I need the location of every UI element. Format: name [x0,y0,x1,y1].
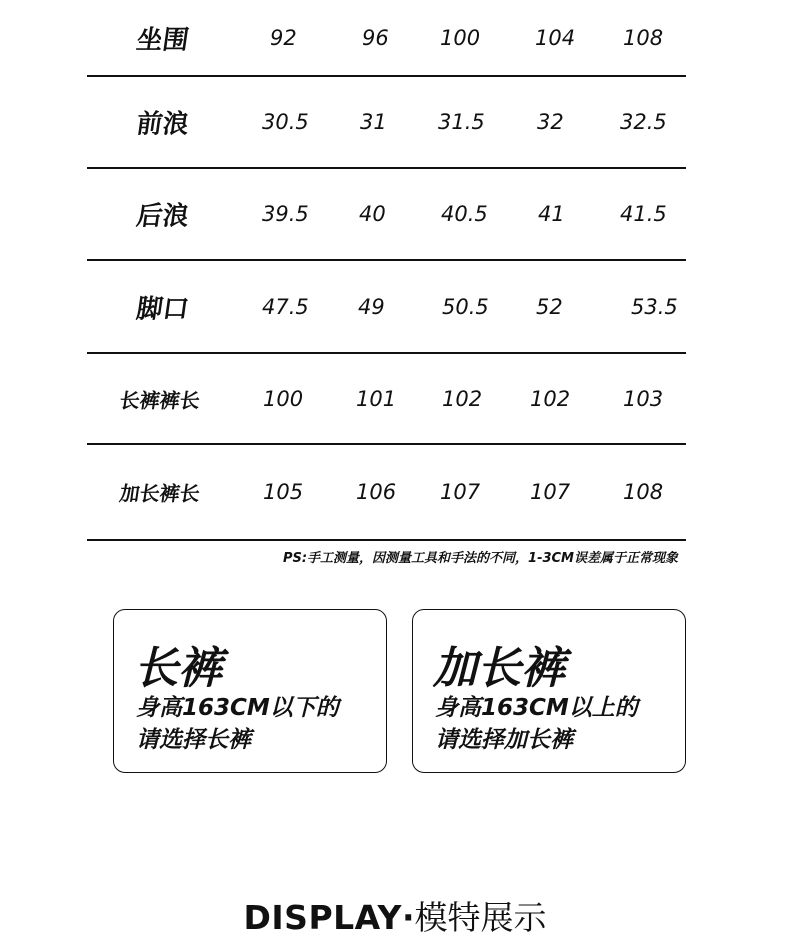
table-cell: 100 [263,386,304,411]
card-description [435,692,638,756]
table-cell: 49 [358,294,385,319]
table-cell: 107 [440,480,481,504]
card-pants [113,609,387,773]
display-heading-zh: 模特展示 [414,898,547,937]
card-line: 身高163CM以下的 [136,695,339,721]
table-cell: 102 [442,386,483,411]
table-cell: 47.5 [262,294,309,319]
measurement-note: PS:手工测量，因测量工具和手法的不同，1-3CM误差属于正常现象 [282,551,678,566]
table-cell: 96 [362,25,389,50]
table-cell: 101 [356,386,397,411]
table-cell: 40 [359,202,386,226]
size-table [87,0,686,541]
card-line: 请选择长裤 [136,727,251,753]
table-cell: 32.5 [620,110,667,134]
table-cell: 30.5 [262,110,309,134]
display-heading-dot: · [401,898,415,937]
table-cell: 104 [535,25,576,50]
table-cell: 102 [530,386,571,411]
table-cell: 108 [623,480,664,504]
card-title: 加长裤 [433,643,565,694]
display-heading-en: DISPLAY [243,898,402,937]
row-label: 前浪 [134,109,191,140]
row-label: 脚口 [134,294,191,324]
size-row-pants-length [87,354,686,445]
card-description [136,692,339,756]
size-row-hip [87,0,686,77]
card-title: 长裤 [134,643,222,694]
table-cell: 103 [623,386,664,411]
table-cell: 41 [538,202,565,226]
table-cell: 31.5 [438,110,485,134]
table-cell: 100 [440,25,481,50]
row-label: 后浪 [134,201,191,232]
table-cell: 107 [530,480,571,504]
size-row-back-rise [87,169,686,261]
table-cell: 31 [360,110,387,134]
table-cell: 92 [270,25,297,50]
row-label: 坐围 [134,25,191,55]
table-cell: 50.5 [442,294,489,319]
card-long-pants [412,609,686,773]
row-label: 长裤裤长 [118,388,202,412]
row-label: 加长裤长 [118,481,202,506]
table-cell: 40.5 [441,202,488,226]
table-cell: 105 [263,480,304,504]
table-cell: 52 [536,294,563,319]
size-row-front-rise [87,77,686,169]
card-line: 请选择加长裤 [435,727,573,753]
table-cell: 53.5 [631,294,678,319]
size-row-long-pants-length [87,445,686,541]
card-line: 身高163CM以上的 [435,695,638,721]
table-cell: 39.5 [262,202,309,226]
size-row-leg-opening [87,261,686,354]
table-cell: 106 [356,480,397,504]
table-cell: 41.5 [620,202,667,226]
table-cell: 32 [537,110,564,134]
table-cell: 108 [623,25,664,50]
display-heading [0,892,790,939]
